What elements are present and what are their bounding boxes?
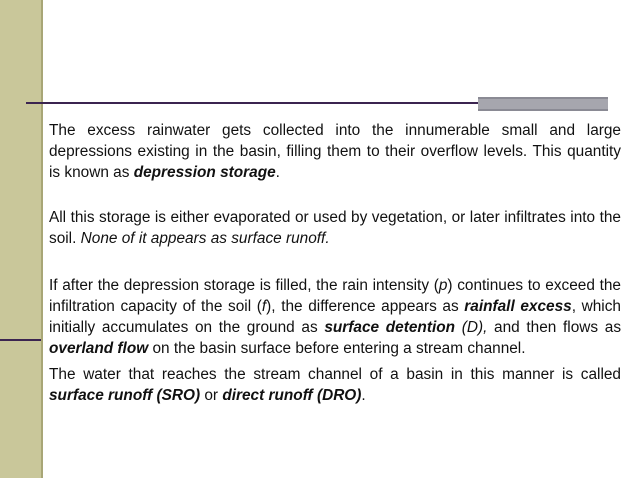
- symbol-p: p: [438, 277, 448, 294]
- term-rainfall-excess: rainfall excess: [464, 298, 572, 315]
- slide-body: [49, 120, 621, 406]
- paragraph-depression-storage: [49, 120, 621, 183]
- p3-text-12: on the basin surface before entering a stream channel.: [148, 340, 526, 357]
- left-decorative-band: [0, 0, 41, 478]
- p4-text-5: .: [361, 387, 366, 404]
- p2-text-1: All this storage is either evaporated or used by vegetation, or later infiltrates into the soil.: [49, 209, 621, 247]
- term-depression-storage: depression storage: [133, 164, 276, 181]
- term-surface-runoff: surface runoff (SRO): [49, 387, 201, 404]
- p3-text-3: ) continues to exceed the infiltration capacity of the soil (: [49, 277, 621, 315]
- left-band-divider: [0, 339, 41, 341]
- p3-text-1: If after the depression storage is filled, the rain intensity (: [49, 277, 439, 294]
- paragraph-surface-runoff: [49, 364, 621, 406]
- p1-text-3: .: [275, 164, 280, 181]
- paragraph-rainfall-excess: [49, 275, 621, 359]
- p3-text-10: and then flows as: [487, 319, 622, 336]
- symbol-d: (D),: [455, 319, 488, 336]
- term-surface-detention: surface detention: [324, 319, 456, 336]
- p4-text-3: or: [200, 387, 223, 404]
- term-overland-flow: overland flow: [49, 340, 149, 357]
- p3-text-5: ), the difference appears as: [266, 298, 465, 315]
- p4-text-1: The water that reaches the stream channel of a basin in this manner is called: [49, 366, 621, 383]
- p2-italic-note: None of it appears as surface runoff.: [80, 230, 330, 247]
- p1-text-1: The excess rainwater gets collected into the innumerable small and large depressions existing in the basin, filling them to their overflow levels. This quantity is known as: [49, 122, 621, 181]
- header-rule-bar: [478, 97, 608, 111]
- paragraph-evaporation: [49, 207, 621, 249]
- term-direct-runoff: direct runoff (DRO): [222, 387, 362, 404]
- left-band-edge: [41, 0, 43, 478]
- symbol-f: f: [261, 298, 267, 315]
- p3-text-7: , which initially accumulates on the ground as: [49, 298, 621, 336]
